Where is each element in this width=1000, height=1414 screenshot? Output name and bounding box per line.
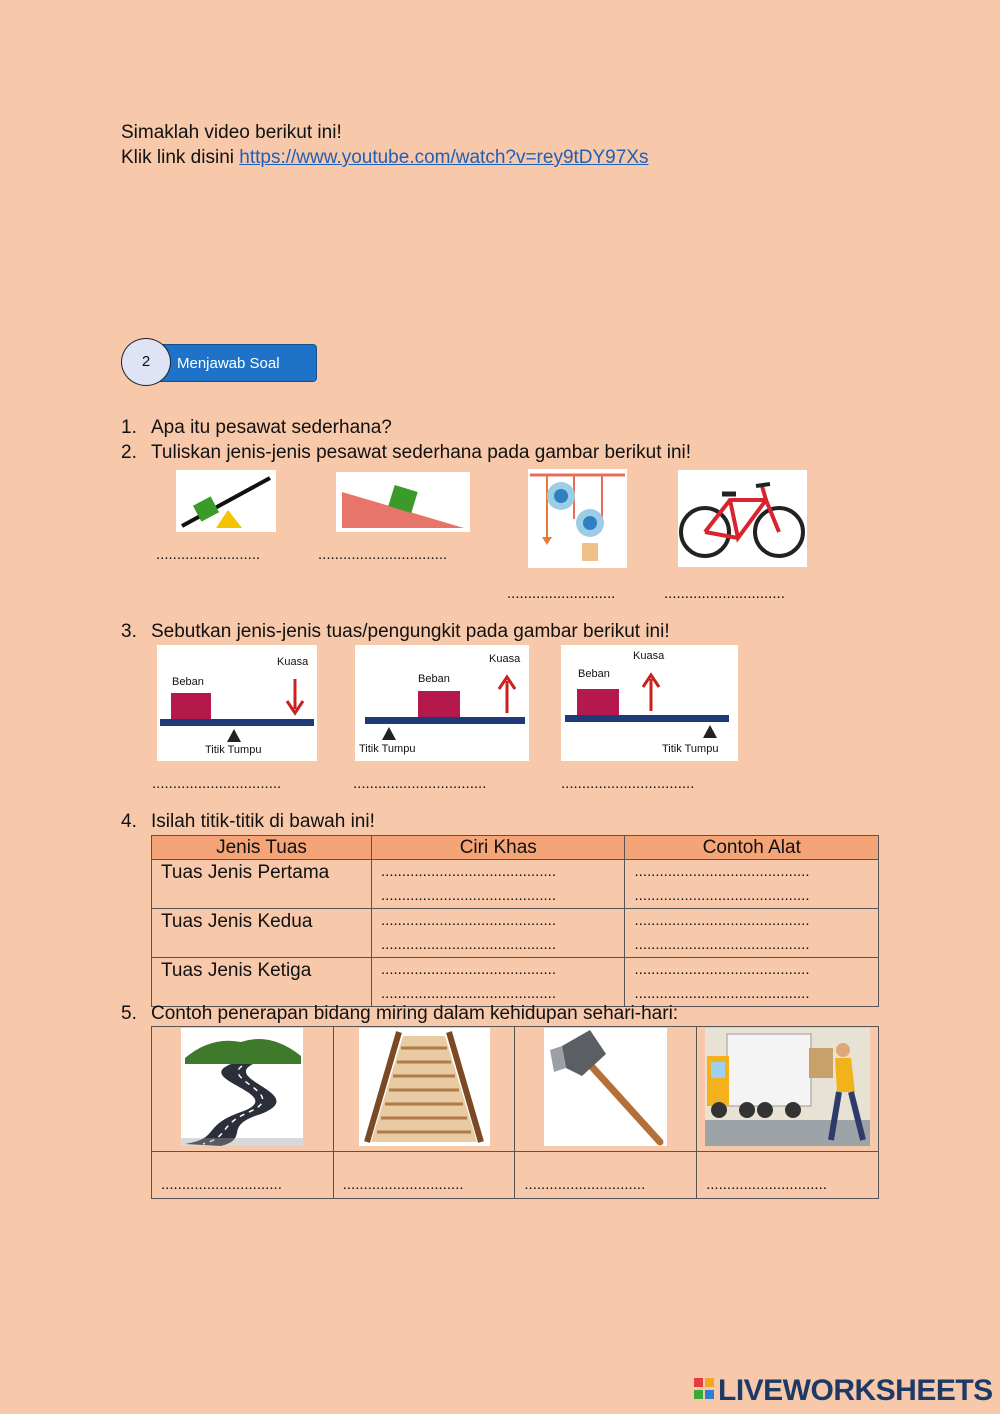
example-answer-cell[interactable] (152, 1152, 334, 1199)
example-cell (152, 1027, 334, 1152)
answer-dots[interactable]: .......................................... (380, 863, 557, 880)
q2-text: Tuliskan jenis-jenis pesawat sederhana pada gambar berikut ini! (151, 442, 692, 463)
answer-cell[interactable] (625, 860, 879, 909)
logo-text: LIVEWORKSHEETS (718, 1374, 993, 1407)
q5-text: Contoh penerapan bidang miring dalam kehidupan sehari-hari: (151, 1003, 679, 1024)
answer-dots[interactable]: .......................................... (634, 936, 810, 953)
lever-icon (176, 470, 276, 532)
intro-prefix: Klik link disini (121, 147, 240, 168)
answer-dots[interactable]: .......................................... (634, 985, 810, 1002)
axe-icon (544, 1028, 667, 1146)
example-cell (333, 1027, 515, 1152)
lever-class-3-picture (561, 645, 738, 761)
example-blank-3[interactable]: ............................. (524, 1176, 646, 1193)
q2-number: 2. (121, 442, 137, 463)
q3-number: 3. (121, 621, 137, 642)
answer-cell[interactable] (625, 909, 879, 958)
inclined-plane-icon (336, 472, 470, 532)
q5-number: 5. (121, 1003, 137, 1024)
q2-blank-2[interactable]: ............................... (318, 546, 448, 563)
section-number: 2 (121, 338, 171, 386)
lever-1-effort-label: Kuasa (277, 656, 309, 668)
example-cell (515, 1027, 697, 1152)
lever-picture (176, 470, 276, 532)
q2-blank-3[interactable]: .......................... (507, 585, 616, 602)
example-answer-cell[interactable] (333, 1152, 515, 1199)
lever-3-effort-label: Kuasa (633, 650, 665, 662)
inclined-plane-picture (336, 472, 470, 532)
q2-blank-4[interactable]: ............................. (664, 585, 785, 602)
section-title: Menjawab Soal (177, 355, 280, 372)
lever-3-load-label: Beban (578, 668, 610, 680)
lever-class-2-picture (355, 645, 529, 761)
lever-class-1-picture (157, 645, 317, 761)
answer-cell[interactable] (625, 958, 879, 1007)
answer-dots[interactable]: .......................................... (380, 961, 557, 978)
table-row (152, 860, 879, 909)
answer-dots[interactable]: .......................................... (634, 961, 810, 978)
video-link[interactable]: https://www.youtube.com/watch?v=rey9tDY97Xs (239, 147, 649, 168)
q2-blank-1[interactable]: ......................... (156, 546, 261, 563)
truck-ramp-icon (705, 1028, 870, 1146)
table-row (152, 909, 879, 958)
answer-dots[interactable]: .......................................... (380, 912, 557, 929)
q4-text: Isilah titik-titik di bawah ini! (151, 811, 375, 832)
q3-blank-1[interactable]: ............................... (152, 775, 282, 792)
row-name: Tuas Jenis Kedua (152, 909, 372, 958)
inclined-plane-examples-table (151, 1026, 879, 1199)
intro-line-2 (121, 146, 649, 170)
table-header: Jenis Tuas (152, 836, 372, 860)
row-name: Tuas Jenis Pertama (152, 860, 372, 909)
table-header: Ciri Khas (371, 836, 625, 860)
example-cell (697, 1027, 879, 1152)
pulley-icon (528, 469, 627, 568)
q3-blank-2[interactable]: ................................ (353, 775, 487, 792)
intro-line-1: Simaklah video berikut ini! (121, 122, 342, 143)
answer-dots[interactable]: .......................................... (634, 887, 810, 904)
lever-2-fulcrum-label: Titik Tumpu (359, 743, 416, 755)
q3-blank-3[interactable]: ................................ (561, 775, 695, 792)
table-row (152, 958, 879, 1007)
q1-number: 1. (121, 417, 137, 438)
example-answer-cell[interactable] (515, 1152, 697, 1199)
row-name: Tuas Jenis Ketiga (152, 958, 372, 1007)
answer-cell[interactable] (371, 958, 625, 1007)
q3-text: Sebutkan jenis-jenis tuas/pengungkit pada gambar berikut ini! (151, 621, 670, 642)
lever-2-load-label: Beban (418, 673, 450, 685)
example-answer-cell[interactable] (697, 1152, 879, 1199)
q1-text: Apa itu pesawat sederhana? (151, 417, 392, 438)
lever-2-effort-label: Kuasa (489, 653, 521, 665)
answer-dots[interactable]: .......................................... (634, 863, 810, 880)
lever-1-load-label: Beban (172, 676, 204, 688)
lever-table (151, 835, 879, 1007)
example-blank-1[interactable]: ............................. (161, 1176, 282, 1193)
answer-dots[interactable]: .......................................... (380, 887, 557, 904)
bicycle-icon (678, 470, 807, 567)
answer-cell[interactable] (371, 860, 625, 909)
staircase-icon (359, 1028, 490, 1146)
q4-number: 4. (121, 811, 137, 832)
answer-dots[interactable]: .......................................... (380, 936, 557, 953)
lever-3-fulcrum-label: Titik Tumpu (662, 743, 719, 755)
answer-dots[interactable]: .......................................... (634, 912, 810, 929)
pulley-picture (528, 469, 627, 568)
table-header: Contoh Alat (625, 836, 879, 860)
lever-1-fulcrum-label: Titik Tumpu (205, 744, 262, 756)
example-blank-2[interactable]: ............................. (342, 1176, 464, 1193)
liveworksheets-logo (694, 1374, 993, 1408)
answer-cell[interactable] (371, 909, 625, 958)
liveworksheets-logo-icon (694, 1376, 716, 1402)
bicycle-picture (678, 470, 807, 567)
winding-road-icon (181, 1028, 303, 1146)
example-blank-4[interactable]: ............................. (706, 1176, 827, 1193)
answer-dots[interactable]: .......................................... (380, 985, 557, 1002)
